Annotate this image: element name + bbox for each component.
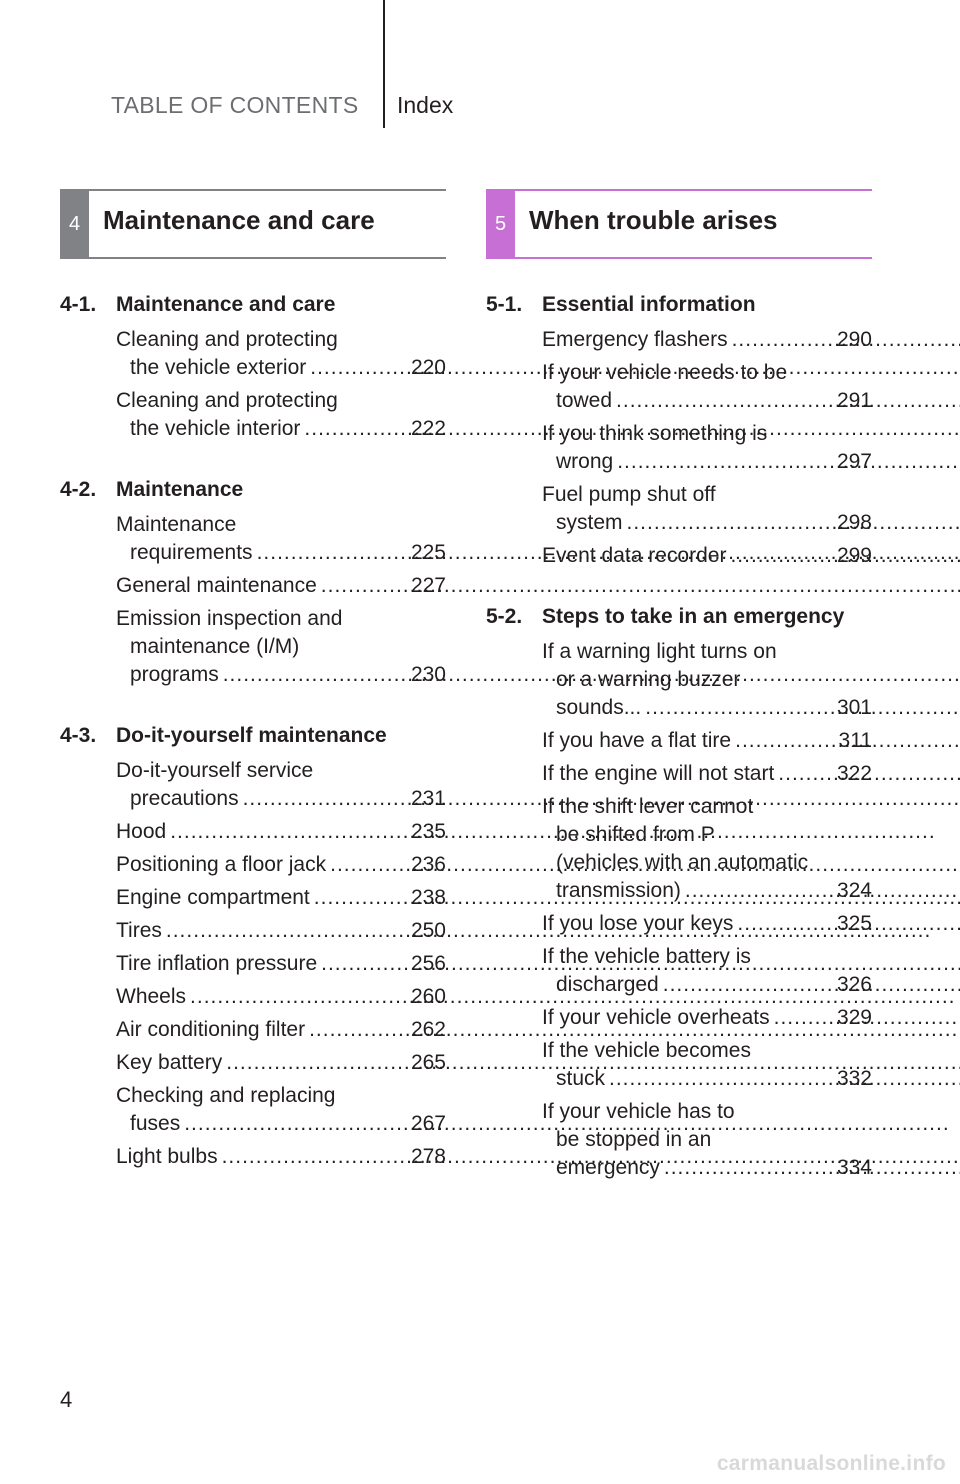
entry-text bbox=[542, 359, 832, 415]
entry-line bbox=[542, 1065, 832, 1093]
top-navigation bbox=[0, 0, 960, 130]
entry-line-text: programs bbox=[130, 663, 219, 686]
group-number: 4-3. bbox=[60, 724, 97, 747]
entry-line-text: Key battery bbox=[116, 1051, 223, 1074]
entry-page-number: 256 bbox=[410, 952, 446, 975]
entry-text bbox=[542, 910, 832, 938]
entry-text bbox=[542, 1037, 832, 1093]
toc-entry[interactable] bbox=[116, 917, 446, 945]
toc-group bbox=[60, 722, 446, 1171]
section-title: When trouble arises bbox=[529, 205, 778, 235]
entry-page-number: 236 bbox=[410, 853, 446, 876]
toc-entry[interactable] bbox=[116, 387, 446, 443]
entry-line: Emission inspection and bbox=[116, 607, 343, 630]
entry-text bbox=[116, 1082, 406, 1138]
dot-leader bbox=[778, 762, 960, 785]
entry-page-number: 250 bbox=[410, 919, 446, 942]
entry-line-text: transmission) bbox=[556, 879, 681, 902]
entry-line-text: Tires bbox=[116, 919, 162, 942]
entry-text bbox=[116, 1143, 406, 1171]
group-number: 4-2. bbox=[60, 478, 97, 501]
section-header bbox=[486, 189, 872, 259]
entry-line-text: wrong bbox=[556, 450, 614, 473]
entry-line-text: Positioning a floor jack bbox=[116, 853, 327, 876]
entry-line-text: precautions bbox=[130, 787, 239, 810]
entry-line-text: If you lose your keys bbox=[542, 912, 734, 935]
entry-line-text: system bbox=[556, 511, 623, 534]
toc-entry[interactable] bbox=[542, 910, 872, 938]
toc-entry[interactable] bbox=[542, 793, 872, 905]
entry-line: maintenance (I/M) bbox=[130, 635, 300, 658]
dot-leader bbox=[685, 879, 960, 902]
entry-line bbox=[542, 910, 832, 938]
entry-page-number: 332 bbox=[836, 1067, 872, 1090]
dot-leader bbox=[735, 729, 960, 752]
group-title: Maintenance and care bbox=[116, 293, 336, 316]
dot-leader bbox=[663, 973, 960, 996]
section-header bbox=[60, 189, 446, 259]
entry-page-number: 326 bbox=[836, 973, 872, 996]
entry-page-number: 298 bbox=[836, 511, 872, 534]
dot-leader bbox=[664, 1156, 960, 1179]
group-heading bbox=[60, 722, 446, 750]
toc-entry[interactable] bbox=[116, 983, 446, 1011]
entry-text bbox=[542, 481, 832, 537]
entry-line-text: emergency bbox=[556, 1156, 660, 1179]
toc-entry[interactable] bbox=[116, 572, 446, 600]
entry-page-number: 235 bbox=[410, 820, 446, 843]
toc-entry[interactable] bbox=[542, 542, 872, 570]
toc-entry[interactable] bbox=[116, 605, 446, 689]
entry-line bbox=[116, 572, 406, 600]
entry-line: be stopped in an bbox=[556, 1128, 712, 1151]
entry-line-text: sounds... bbox=[556, 696, 642, 719]
dot-leader bbox=[645, 696, 960, 719]
dot-leader bbox=[617, 450, 960, 473]
entry-text bbox=[116, 1049, 406, 1077]
toc-entry[interactable] bbox=[116, 1016, 446, 1044]
entry-page-number: 260 bbox=[410, 985, 446, 1008]
entry-line: Maintenance bbox=[116, 513, 237, 536]
entry-line bbox=[542, 542, 832, 570]
entry-text bbox=[542, 638, 832, 722]
toc-entry[interactable] bbox=[116, 1143, 446, 1171]
entry-page-number: 278 bbox=[410, 1145, 446, 1168]
toc-entry[interactable] bbox=[542, 481, 872, 537]
toc-entry[interactable] bbox=[542, 943, 872, 999]
toc-entry[interactable] bbox=[116, 818, 446, 846]
entry-line-text: Light bulbs bbox=[116, 1145, 218, 1168]
entry-line-text: Emergency flashers bbox=[542, 328, 728, 351]
toc-group bbox=[60, 291, 446, 443]
toc-entry[interactable] bbox=[116, 326, 446, 382]
entry-page-number: 291 bbox=[836, 389, 872, 412]
entry-line bbox=[116, 661, 406, 689]
group-heading bbox=[486, 291, 872, 319]
toc-entry[interactable] bbox=[542, 727, 872, 755]
section-number-tab: 4 bbox=[60, 189, 89, 259]
entry-text bbox=[542, 793, 832, 905]
entry-line-text: Event data recorder bbox=[542, 544, 727, 567]
entry-text bbox=[542, 943, 832, 999]
toc-entry[interactable] bbox=[116, 851, 446, 879]
entry-line: Do-it-yourself service bbox=[116, 759, 314, 782]
entry-line: (vehicles with an automatic bbox=[556, 851, 809, 874]
entry-line: Cleaning and protecting bbox=[116, 389, 338, 412]
toc-group bbox=[486, 291, 872, 570]
toc-group bbox=[60, 476, 446, 689]
section-groups bbox=[486, 291, 872, 1182]
group-number: 4-1. bbox=[60, 293, 97, 316]
entry-page-number: 297 bbox=[836, 450, 872, 473]
entry-page-number: 290 bbox=[836, 328, 872, 351]
entry-page-number: 322 bbox=[836, 762, 872, 785]
entry-line-text: Wheels bbox=[116, 985, 187, 1008]
dot-leader bbox=[730, 544, 960, 567]
entry-line bbox=[116, 1049, 406, 1077]
toc-group bbox=[486, 603, 872, 1182]
toc-entry[interactable] bbox=[542, 1004, 872, 1032]
toc-entry[interactable] bbox=[542, 359, 872, 415]
group-number: 5-1. bbox=[486, 293, 523, 316]
entry-line-text: stuck bbox=[556, 1067, 606, 1090]
entry-text bbox=[116, 387, 406, 443]
entry-line-text: the vehicle exterior bbox=[130, 356, 307, 379]
group-heading bbox=[60, 291, 446, 319]
entry-text bbox=[542, 1004, 832, 1032]
entry-page-number: 231 bbox=[410, 787, 446, 810]
page-number: 4 bbox=[60, 1387, 73, 1412]
entry-line bbox=[542, 694, 832, 722]
entry-line-text: towed bbox=[556, 389, 613, 412]
entry-line-text: If you have a flat tire bbox=[542, 729, 732, 752]
entry-line bbox=[116, 354, 406, 382]
entry-text bbox=[116, 884, 406, 912]
entry-line bbox=[542, 971, 832, 999]
entry-page-number: 334 bbox=[836, 1156, 872, 1179]
entry-text bbox=[542, 1098, 832, 1182]
entry-line bbox=[116, 539, 406, 567]
group-title: Essential information bbox=[542, 293, 756, 316]
entry-line bbox=[542, 326, 832, 354]
dot-leader bbox=[627, 511, 960, 534]
toc-entry[interactable] bbox=[116, 1049, 446, 1077]
entry-page-number: 220 bbox=[410, 356, 446, 379]
section-4-column bbox=[60, 189, 446, 1204]
entry-page-number: 222 bbox=[410, 417, 446, 440]
entry-line bbox=[116, 917, 406, 945]
entry-page-number: 238 bbox=[410, 886, 446, 909]
entry-line-text: If your vehicle overheats bbox=[542, 1006, 770, 1029]
dot-leader bbox=[774, 1006, 960, 1029]
entry-line bbox=[116, 818, 406, 846]
entry-line bbox=[542, 760, 832, 788]
toc-entry[interactable] bbox=[542, 1098, 872, 1182]
entry-line: If your vehicle needs to be bbox=[542, 361, 788, 384]
entry-line-text: discharged bbox=[556, 973, 659, 996]
section-title: Maintenance and care bbox=[103, 205, 375, 235]
entry-line: If the shift lever cannot bbox=[542, 795, 754, 818]
group-title: Do-it-yourself maintenance bbox=[116, 724, 387, 747]
entry-line: If you think something is bbox=[542, 422, 768, 445]
entry-page-number: 299 bbox=[836, 544, 872, 567]
dot-leader bbox=[609, 1067, 960, 1090]
toc-entry[interactable] bbox=[542, 1037, 872, 1093]
toc-entry[interactable] bbox=[116, 884, 446, 912]
entry-text bbox=[116, 757, 406, 813]
toc-entry[interactable] bbox=[542, 420, 872, 476]
toc-entry[interactable] bbox=[116, 1082, 446, 1138]
entry-line: If the vehicle becomes bbox=[542, 1039, 751, 1062]
entry-line bbox=[116, 785, 406, 813]
entry-line: Cleaning and protecting bbox=[116, 328, 338, 351]
watermark: carmanualsonline.info bbox=[716, 1452, 946, 1475]
entry-page-number: 267 bbox=[410, 1112, 446, 1135]
entry-text bbox=[116, 511, 406, 567]
entry-line-text: Air conditioning filter bbox=[116, 1018, 306, 1041]
index-link[interactable]: Index bbox=[397, 92, 454, 118]
toc-entry[interactable] bbox=[542, 326, 872, 354]
entry-page-number: 301 bbox=[836, 696, 872, 719]
entry-line: Fuel pump shut off bbox=[542, 483, 716, 506]
dot-leader bbox=[732, 328, 960, 351]
dot-leader bbox=[616, 389, 960, 412]
entry-line: be shifted from P bbox=[556, 823, 715, 846]
entry-line-text: Tire inflation pressure bbox=[116, 952, 318, 975]
group-number: 5-2. bbox=[486, 605, 523, 628]
nav-divider bbox=[383, 0, 385, 128]
entry-text bbox=[116, 917, 406, 945]
entry-page-number: 230 bbox=[410, 663, 446, 686]
entry-text bbox=[116, 818, 406, 846]
toc-entry[interactable] bbox=[116, 950, 446, 978]
entry-line: If a warning light turns on bbox=[542, 640, 777, 663]
entry-line-text: fuses bbox=[130, 1112, 181, 1135]
entry-line-text: If the engine will not start bbox=[542, 762, 775, 785]
entry-page-number: 265 bbox=[410, 1051, 446, 1074]
entry-line-text: Hood bbox=[116, 820, 167, 843]
entry-page-number: 311 bbox=[838, 729, 872, 752]
entry-line: Checking and replacing bbox=[116, 1084, 336, 1107]
group-title: Maintenance bbox=[116, 478, 244, 501]
entry-page-number: 329 bbox=[836, 1006, 872, 1029]
entry-page-number: 325 bbox=[836, 912, 872, 935]
group-heading bbox=[60, 476, 446, 504]
entry-text bbox=[542, 727, 832, 755]
entry-line-text: requirements bbox=[130, 541, 253, 564]
entry-line bbox=[116, 983, 406, 1011]
entry-line bbox=[542, 1004, 832, 1032]
entry-text bbox=[116, 851, 406, 879]
entry-line-text: the vehicle interior bbox=[130, 417, 301, 440]
entry-line bbox=[116, 950, 406, 978]
entry-text bbox=[116, 605, 406, 689]
entry-text bbox=[542, 420, 832, 476]
entry-line bbox=[542, 727, 832, 755]
entry-text bbox=[116, 983, 406, 1011]
entry-line bbox=[116, 1110, 406, 1138]
entry-line bbox=[116, 851, 406, 879]
table-of-contents-link[interactable]: TABLE OF CONTENTS bbox=[111, 92, 359, 118]
entry-line bbox=[116, 884, 406, 912]
entry-page-number: 324 bbox=[836, 879, 872, 902]
entry-text bbox=[116, 950, 406, 978]
entry-line: If the vehicle battery is bbox=[542, 945, 751, 968]
entry-line bbox=[542, 448, 832, 476]
entry-line bbox=[542, 877, 832, 905]
entry-line-text: Engine compartment bbox=[116, 886, 310, 909]
section-groups bbox=[60, 291, 446, 1171]
section-number-tab: 5 bbox=[486, 189, 515, 259]
toc-entry[interactable] bbox=[542, 638, 872, 722]
entry-line bbox=[116, 1143, 406, 1171]
entry-line bbox=[542, 387, 832, 415]
entry-line bbox=[542, 509, 832, 537]
toc-entry[interactable] bbox=[542, 760, 872, 788]
entry-line: If your vehicle has to bbox=[542, 1100, 735, 1123]
entry-text bbox=[116, 326, 406, 382]
entry-text bbox=[116, 572, 406, 600]
entry-line bbox=[116, 415, 406, 443]
group-heading bbox=[486, 603, 872, 631]
dot-leader bbox=[737, 912, 960, 935]
toc-entry[interactable] bbox=[116, 511, 446, 567]
section-5-column bbox=[486, 189, 872, 1215]
entry-text bbox=[542, 326, 832, 354]
entry-page-number: 262 bbox=[410, 1018, 446, 1041]
entry-page-number: 227 bbox=[410, 574, 446, 597]
toc-entry[interactable] bbox=[116, 757, 446, 813]
entry-line bbox=[542, 1154, 832, 1182]
entry-text bbox=[116, 1016, 406, 1044]
entry-text bbox=[542, 760, 832, 788]
entry-text bbox=[542, 542, 832, 570]
group-title: Steps to take in an emergency bbox=[542, 605, 845, 628]
entry-line-text: General maintenance bbox=[116, 574, 317, 597]
entry-line: or a warning buzzer bbox=[556, 668, 741, 691]
entry-page-number: 225 bbox=[410, 541, 446, 564]
entry-line bbox=[116, 1016, 406, 1044]
